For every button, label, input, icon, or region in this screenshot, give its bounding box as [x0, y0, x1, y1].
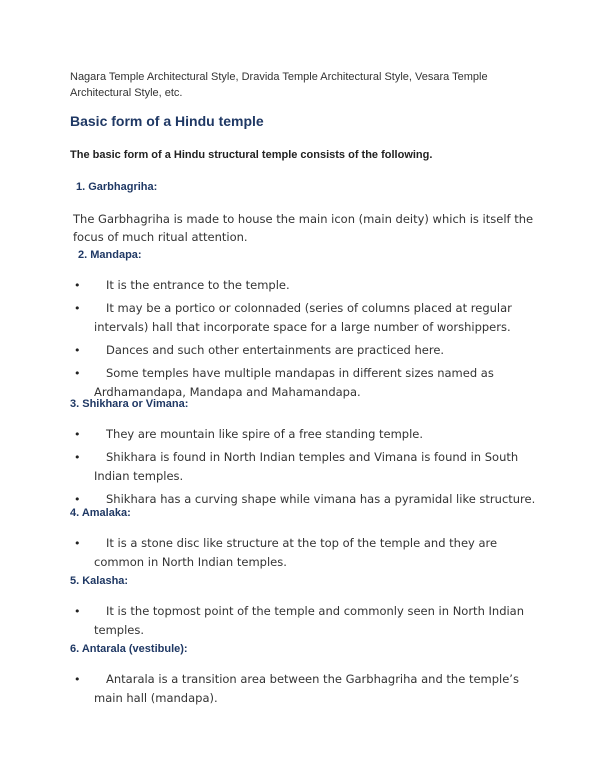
bullet-icon: • — [74, 673, 81, 686]
list-item: • It may be a portico or colonnaded (series of columns placed at regular intervals) hall that incorporate space for a large number of worshippers. — [74, 301, 512, 334]
bullet-list-kalasha — [70, 602, 540, 644]
list-item: • Some temples have multiple mandapas in different sizes named as Ardhamandapa, Mandapa and Mahamandapa. — [74, 366, 494, 399]
intro-text: Nagara Temple Architectural Style, Dravida Temple Architectural Style, Vesara Temple Architectural Style, etc. — [70, 71, 488, 99]
bullet-list-antarala — [70, 670, 540, 712]
bullet-icon: • — [74, 451, 81, 464]
lead-text: The basic form of a Hindu structural temple consists of the following. — [70, 149, 433, 161]
list-item: • They are mountain like spire of a free standing temple. — [70, 425, 540, 444]
section-heading-amalaka: 4. Amalaka: — [70, 507, 131, 519]
page-heading: Basic form of a Hindu temple — [70, 113, 264, 129]
list-item: • Dances and such other entertainments are practiced here. — [70, 341, 540, 360]
list-item: • It is the topmost point of the temple and commonly seen in North Indian temples. — [74, 604, 525, 637]
section-heading-garbhagriha: 1. Garbhagriha: — [76, 181, 158, 193]
list-item: • Shikhara is found in North Indian temples and Vimana is found in South Indian temples. — [74, 450, 519, 483]
bullet-icon: • — [74, 279, 81, 292]
bullet-icon: • — [74, 428, 81, 441]
list-item: • It is a stone disc like structure at the top of the temple and they are common in North Indian temples. — [74, 536, 498, 569]
bullet-icon: • — [74, 493, 81, 506]
section-heading-shikhara: 3. Shikhara or Vimana: — [70, 398, 189, 410]
list-item: • It is the entrance to the temple. — [70, 276, 540, 295]
bullet-icon: • — [74, 302, 81, 315]
section-heading-antarala: 6. Antarala (vestibule): — [70, 643, 188, 655]
bullet-list-mandapa — [70, 276, 540, 406]
list-item: • Shikhara has a curving shape while vimana has a pyramidal like structure. — [70, 490, 540, 509]
section-heading-kalasha: 5. Kalasha: — [70, 575, 129, 587]
bullet-icon: • — [74, 344, 81, 357]
section-paragraph-garbhagriha: The Garbhagriha is made to house the main icon (main deity) which is itself the focus of much ritual attention. — [73, 212, 534, 244]
list-item: • Antarala is a transition area between the Garbhagriha and the temple’s main hall (mandapa). — [74, 672, 519, 705]
bullet-list-amalaka — [70, 534, 540, 576]
bullet-icon: • — [74, 367, 81, 380]
bullet-list-shikhara — [70, 425, 540, 513]
section-heading-mandapa: 2. Mandapa: — [78, 249, 142, 261]
bullet-icon: • — [74, 537, 81, 550]
bullet-icon: • — [74, 605, 81, 618]
